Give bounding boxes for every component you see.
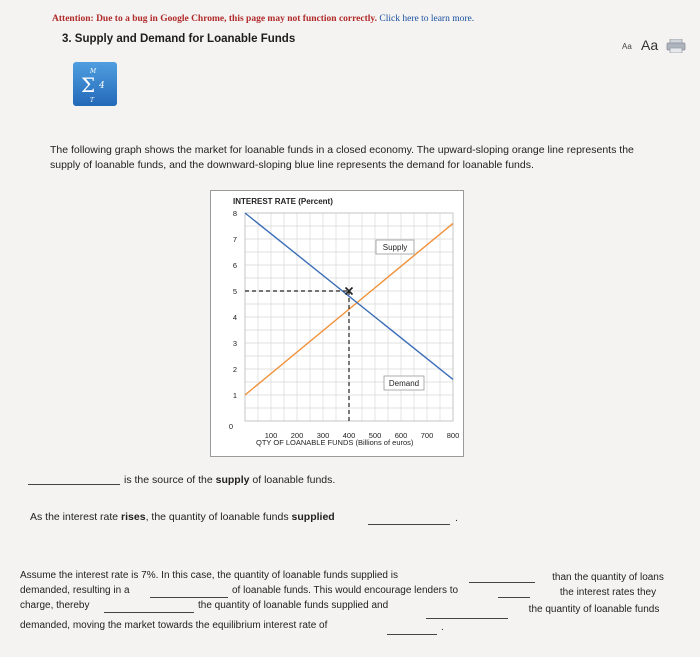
q3-line4: demanded, moving the market towards the equilibrium interest rate of [20, 620, 328, 631]
q3-thereby-blank[interactable] [104, 612, 194, 613]
intro-text: The following graph shows the market for loanable funds in a closed economy. The upward-sloping orange line represents the supply of loanable funds, and the downward-sloping blue line represents the demand for loanable funds. [50, 144, 634, 171]
sigma-icon-right: 4 [99, 81, 105, 91]
question-title: 3. Supply and Demand for Loanable Funds [62, 33, 296, 45]
q3-right-line1: than the quantity of loans [552, 572, 664, 583]
q3-line3b: the quantity of loanable funds supplied and [198, 600, 389, 611]
rises-period: . [455, 512, 458, 524]
y-tick-label: 1 [232, 391, 238, 400]
origin-label: 0 [228, 422, 234, 431]
x-tick-label: 300 [316, 431, 330, 440]
y-tick-label: 5 [232, 287, 238, 296]
source-text-before: is the source of the [124, 474, 216, 486]
supply-label: Supply [382, 243, 408, 252]
x-tick-label: 600 [394, 431, 408, 440]
source-text-after: of loanable funds. [249, 474, 336, 486]
supplied-answer-blank[interactable] [368, 523, 450, 525]
source-question [124, 474, 335, 486]
x-axis-title: QTY OF LOANABLE FUNDS (Billions of euros) [256, 438, 414, 447]
text-size-large-button[interactable]: Aa [641, 37, 659, 53]
sigma-icon-symbol: Σ [81, 73, 96, 97]
q3-right-line2: the interest rates they [559, 587, 657, 598]
sigma-icon-top: M [90, 68, 97, 75]
chart-ticks [233, 209, 459, 440]
rises-question [30, 511, 335, 523]
rises-text-mid: , the quantity of loanable funds [145, 511, 292, 523]
loanable-funds-chart [211, 191, 463, 456]
q3-line1: Assume the interest rate is 7%. In this case, the quantity of loanable funds supplied is [20, 570, 398, 581]
demand-label: Demand [388, 379, 420, 388]
x-tick-label: 700 [420, 431, 434, 440]
print-icon[interactable] [666, 39, 686, 53]
source-text-bold: supply [215, 474, 250, 486]
supplied-text-bold: supplied [291, 511, 335, 523]
y-tick-label: 2 [232, 365, 238, 374]
sigma-icon [73, 62, 117, 106]
y-axis-title: INTEREST RATE (Percent) [233, 197, 333, 206]
chrome-bug-notice [52, 14, 474, 24]
x-tick-label: 500 [368, 431, 382, 440]
sigma-icon-bottom: T [90, 97, 95, 104]
text-size-small-button[interactable]: Aa [622, 42, 632, 51]
q3-period: . [441, 622, 444, 633]
chrome-bug-warning: Attention: Due to a bug in Google Chrome, this page may not function correctly. [52, 14, 378, 24]
y-tick-label: 7 [232, 235, 238, 244]
y-tick-label: 4 [232, 313, 238, 322]
x-tick-label: 100 [264, 431, 278, 440]
x-tick-label: 200 [290, 431, 304, 440]
q3-line3a: charge, thereby [20, 600, 90, 611]
rises-text-before: As the interest rate [30, 511, 122, 523]
x-tick-label: 400 [342, 431, 356, 440]
x-tick-label: 800 [446, 431, 460, 440]
q3-line2b: of loanable funds. This would encourage lenders to [232, 585, 459, 596]
source-answer-blank[interactable] [28, 483, 120, 485]
q3-demanded-blank[interactable] [426, 618, 508, 619]
q3-line2a: demanded, resulting in a [20, 585, 130, 596]
q3-right-line3: the quantity of loanable funds [528, 604, 660, 615]
y-tick-label: 3 [232, 339, 238, 348]
learn-more-link[interactable]: Click here to learn more. [379, 14, 475, 24]
loanable-funds-graph [210, 190, 464, 457]
q3-lenders-blank[interactable] [498, 597, 530, 598]
q3-equilibrium-blank[interactable] [387, 634, 437, 635]
y-tick-label: 8 [232, 209, 238, 218]
rises-text-bold: rises [121, 511, 146, 523]
q3-comparison-blank[interactable] [469, 582, 535, 583]
y-tick-label: 6 [232, 261, 238, 270]
